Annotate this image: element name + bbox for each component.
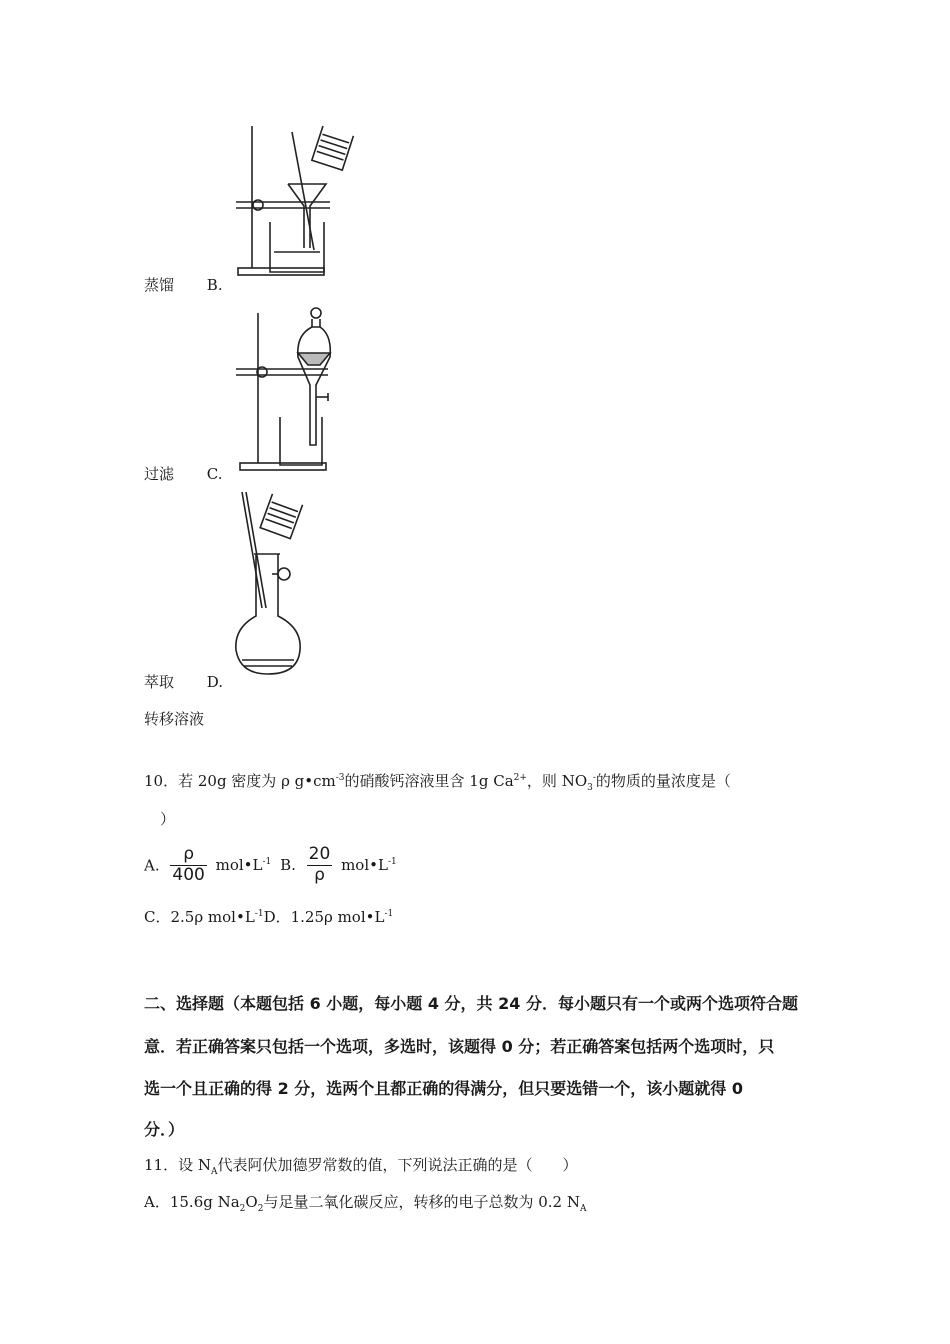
question-11-stem: 11．设 $N_A$代表阿伏加德罗常数的值，下列说法正确的是（ ） — [144, 1156, 578, 1177]
question-10-stem: 10．若 20g 密度为 ρ $g•cm^{-3}$的硝酸钙溶液里含 1g $Ca^{2+}$，则 $NO_3^-$的物质的量浓度是（ — [144, 772, 731, 793]
option-row-2 — [144, 463, 223, 484]
option-b-fraction: $\frac{20}{\rho}$ — [308, 844, 331, 885]
option-row-3 — [144, 671, 223, 692]
option-a: A. — [144, 856, 160, 875]
option-row-1 — [144, 274, 223, 295]
option-b-marker: B. — [206, 276, 223, 294]
option-d-marker: D. — [206, 673, 224, 691]
option-b-label: 过滤 — [144, 465, 175, 483]
section-2-line-3: 选一个且正确的得 2 分，选两个且都正确的得满分，但只要选错一个，该小题就得 0 — [144, 1079, 743, 1098]
option-d-label: 转移溶液 — [144, 710, 205, 728]
option-c: C．2.5ρ mol•L — [144, 908, 255, 926]
question-10-options-cd: C．2.5ρ $mol•L^{-1}D$．1.25ρ $mol•L^{-1}$ — [144, 908, 394, 926]
option-c-marker: C. — [206, 465, 223, 483]
option-c-label: 萃取 — [144, 673, 175, 691]
section-2-line-1: 二、选择题（本题包括 6 小题，每小题 4 分，共 24 分．每小题只有一个或两个选项符合题 — [144, 994, 798, 1013]
volumetric-flask-figure — [228, 490, 318, 682]
separatory-funnel-figure — [232, 305, 342, 477]
option-d: D．1.25ρ mol•L — [263, 908, 385, 926]
question-10-close-paren: ） — [160, 810, 176, 828]
option-b: B. — [280, 856, 296, 875]
section-2-line-4: 分．） — [144, 1120, 185, 1139]
section-2-line-2: 意．若正确答案只包括一个选项，多选时，该题得 0 分；若正确答案包括两个选项时，只 — [144, 1037, 775, 1056]
option-a-label: 蒸馏 — [144, 276, 175, 294]
question-11-option-a: A．15.6g $Na_2O_2$与足量二氧化碳反应，转移的电子总数为 0.2 $N_A$ — [144, 1193, 587, 1214]
filtration-apparatus-figure — [232, 120, 362, 280]
option-a-fraction: $\frac{\rho}{400}$ — [172, 844, 205, 885]
question-10-options-ab: A. $\frac{\rho}{400}$ $mol•L^{-1}$ B. $\frac{20}{\rho}$ $mol•L^{-1}$ — [144, 844, 397, 885]
